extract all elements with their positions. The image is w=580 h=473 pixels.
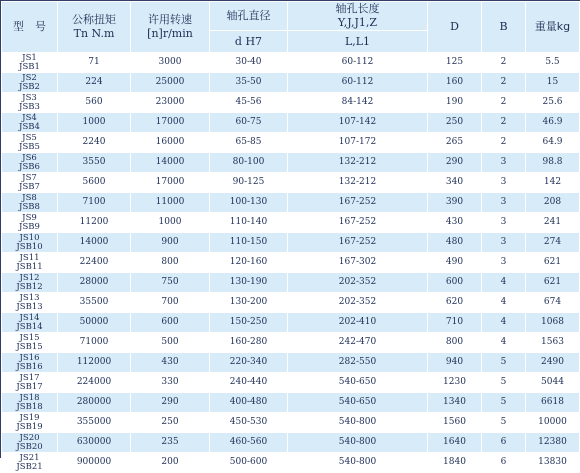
torque-cell: 22400 <box>58 253 131 273</box>
d-cell: 265 <box>428 133 482 153</box>
d-cell: 160 <box>428 73 482 93</box>
model-cell <box>2 173 58 193</box>
header-speed-unit: [n]r/min <box>147 27 193 40</box>
bore-cell: 220-340 <box>210 353 288 373</box>
bore-cell: 130-200 <box>210 293 288 313</box>
model-js: JS12 <box>19 272 40 283</box>
model-jsb: JSB11 <box>16 261 43 272</box>
model-cell <box>2 353 58 373</box>
header-speed-label: 许用转速 <box>148 13 192 26</box>
b-cell: 4 <box>482 273 526 293</box>
weight-cell: 1563 <box>526 333 580 353</box>
torque-cell: 28000 <box>58 273 131 293</box>
table-row <box>2 433 580 453</box>
speed-cell: 250 <box>131 413 210 433</box>
bore-cell: 80-100 <box>210 153 288 173</box>
model-jsb: JSB2 <box>19 81 40 92</box>
speed-cell: 235 <box>131 433 210 453</box>
length-cell: 242-470 <box>288 333 428 353</box>
weight-cell: 674 <box>526 293 580 313</box>
length-cell: 540-800 <box>288 433 428 453</box>
torque-cell: 630000 <box>58 433 131 453</box>
d-cell: 1640 <box>428 433 482 453</box>
model-js: JS19 <box>19 412 40 423</box>
speed-cell: 750 <box>131 273 210 293</box>
model-js: JS13 <box>19 292 40 303</box>
model-jsb: JSB7 <box>19 181 40 192</box>
b-cell: 2 <box>482 73 526 93</box>
speed-cell: 330 <box>131 373 210 393</box>
model-jsb: JSB14 <box>16 321 43 332</box>
torque-cell: 7100 <box>58 193 131 213</box>
d-cell: 1340 <box>428 393 482 413</box>
model-jsb: JSB9 <box>19 221 40 232</box>
model-js: JS10 <box>19 232 40 243</box>
header-b: B <box>482 2 526 53</box>
model-cell <box>2 93 58 113</box>
d-cell: 710 <box>428 313 482 333</box>
torque-cell: 280000 <box>58 393 131 413</box>
b-cell: 5 <box>482 413 526 433</box>
weight-cell: 1068 <box>526 313 580 333</box>
model-js: JS11 <box>19 252 40 263</box>
bore-cell: 400-480 <box>210 393 288 413</box>
header-torque <box>58 2 131 53</box>
bore-cell: 240-440 <box>210 373 288 393</box>
header-torque-unit: Tn N.m <box>73 27 115 40</box>
speed-cell: 3000 <box>131 53 210 73</box>
torque-cell: 224000 <box>58 373 131 393</box>
model-cell <box>2 73 58 93</box>
model-jsb: JSB1 <box>19 61 40 72</box>
length-cell: 167-252 <box>288 213 428 233</box>
weight-cell: 2490 <box>526 353 580 373</box>
header-speed <box>131 2 210 53</box>
table-row <box>2 453 580 473</box>
speed-cell: 500 <box>131 333 210 353</box>
torque-cell: 224 <box>58 73 131 93</box>
length-cell: 167-252 <box>288 233 428 253</box>
length-cell: 167-302 <box>288 253 428 273</box>
d-cell: 1840 <box>428 453 482 473</box>
d-cell: 600 <box>428 273 482 293</box>
d-cell: 340 <box>428 173 482 193</box>
b-cell: 2 <box>482 113 526 133</box>
weight-cell: 142 <box>526 173 580 193</box>
model-jsb: JSB12 <box>16 281 43 292</box>
bore-cell: 45-56 <box>210 93 288 113</box>
table-row <box>2 133 580 153</box>
length-cell: 107-142 <box>288 113 428 133</box>
length-cell: 60-112 <box>288 53 428 73</box>
model-js: JS6 <box>22 152 37 163</box>
model-jsb: JSB18 <box>16 401 43 412</box>
model-cell <box>2 133 58 153</box>
weight-cell: 12380 <box>526 433 580 453</box>
b-cell: 3 <box>482 253 526 273</box>
model-cell <box>2 433 58 453</box>
speed-cell: 14000 <box>131 153 210 173</box>
length-cell: 540-800 <box>288 413 428 433</box>
model-jsb: JSB13 <box>16 301 43 312</box>
d-cell: 290 <box>428 153 482 173</box>
b-cell: 2 <box>482 133 526 153</box>
table-row <box>2 253 580 273</box>
d-cell: 190 <box>428 93 482 113</box>
table-row <box>2 413 580 433</box>
length-cell: 132-212 <box>288 153 428 173</box>
weight-cell: 13830 <box>526 453 580 473</box>
d-cell: 490 <box>428 253 482 273</box>
b-cell: 3 <box>482 213 526 233</box>
speed-cell: 1000 <box>131 213 210 233</box>
weight-cell: 621 <box>526 273 580 293</box>
weight-cell: 5044 <box>526 373 580 393</box>
length-cell: 540-650 <box>288 373 428 393</box>
b-cell: 3 <box>482 233 526 253</box>
b-cell: 3 <box>482 153 526 173</box>
torque-cell: 14000 <box>58 233 131 253</box>
d-cell: 1560 <box>428 413 482 433</box>
speed-cell: 16000 <box>131 133 210 153</box>
table-row <box>2 173 580 193</box>
weight-cell: 6618 <box>526 393 580 413</box>
model-cell <box>2 293 58 313</box>
b-cell: 3 <box>482 193 526 213</box>
speed-cell: 430 <box>131 353 210 373</box>
header-torque-label: 公称扭矩 <box>72 13 116 26</box>
model-js: JS4 <box>22 112 37 123</box>
bore-cell: 450-530 <box>210 413 288 433</box>
header-model: 型 号 <box>2 2 58 53</box>
speed-cell: 200 <box>131 453 210 473</box>
model-jsb: JSB6 <box>19 161 40 172</box>
model-cell <box>2 313 58 333</box>
model-js: JS16 <box>19 352 40 363</box>
speed-cell: 23000 <box>131 93 210 113</box>
torque-cell: 560 <box>58 93 131 113</box>
torque-cell: 5600 <box>58 173 131 193</box>
speed-cell: 17000 <box>131 113 210 133</box>
model-js: JS9 <box>22 212 37 223</box>
torque-cell: 11200 <box>58 213 131 233</box>
weight-cell: 208 <box>526 193 580 213</box>
weight-cell: 621 <box>526 253 580 273</box>
d-cell: 125 <box>428 53 482 73</box>
speed-cell: 17000 <box>131 173 210 193</box>
header-length <box>288 2 428 31</box>
bore-cell: 460-560 <box>210 433 288 453</box>
torque-cell: 2240 <box>58 133 131 153</box>
model-jsb: JSB3 <box>19 101 40 112</box>
torque-cell: 1000 <box>58 113 131 133</box>
model-js: JS1 <box>22 52 37 63</box>
d-cell: 1230 <box>428 373 482 393</box>
bore-cell: 150-250 <box>210 313 288 333</box>
model-js: JS20 <box>19 432 40 443</box>
b-cell: 4 <box>482 293 526 313</box>
model-js: JS21 <box>19 452 40 463</box>
length-cell: 132-212 <box>288 173 428 193</box>
b-cell: 5 <box>482 373 526 393</box>
weight-cell: 5.5 <box>526 53 580 73</box>
d-cell: 250 <box>428 113 482 133</box>
table-header <box>2 2 580 53</box>
length-cell: 202-352 <box>288 293 428 313</box>
table-row <box>2 113 580 133</box>
weight-cell: 15 <box>526 73 580 93</box>
b-cell: 3 <box>482 173 526 193</box>
model-jsb: JSB15 <box>16 341 43 352</box>
model-js: JS15 <box>19 332 40 343</box>
length-cell: 202-352 <box>288 273 428 293</box>
length-cell: 84-142 <box>288 93 428 113</box>
model-cell <box>2 253 58 273</box>
model-cell <box>2 53 58 73</box>
model-js: JS14 <box>19 312 40 323</box>
bore-cell: 130-190 <box>210 273 288 293</box>
torque-cell: 112000 <box>58 353 131 373</box>
weight-cell: 241 <box>526 213 580 233</box>
table-row <box>2 293 580 313</box>
model-jsb: JSB8 <box>19 201 40 212</box>
b-cell: 6 <box>482 433 526 453</box>
b-cell: 5 <box>482 393 526 413</box>
model-cell <box>2 213 58 233</box>
model-cell <box>2 113 58 133</box>
speed-cell: 25000 <box>131 73 210 93</box>
table-row <box>2 153 580 173</box>
length-cell: 107-172 <box>288 133 428 153</box>
model-js: JS7 <box>22 172 37 183</box>
speed-cell: 900 <box>131 233 210 253</box>
model-cell <box>2 373 58 393</box>
speed-cell: 600 <box>131 313 210 333</box>
torque-cell: 900000 <box>58 453 131 473</box>
table-row <box>2 393 580 413</box>
header-bore-unit: d H7 <box>210 31 288 53</box>
d-cell: 430 <box>428 213 482 233</box>
model-js: JS18 <box>19 392 40 403</box>
bore-cell: 110-140 <box>210 213 288 233</box>
torque-cell: 3550 <box>58 153 131 173</box>
speed-cell: 800 <box>131 253 210 273</box>
model-cell <box>2 333 58 353</box>
bore-cell: 30-40 <box>210 53 288 73</box>
bore-cell: 100-130 <box>210 193 288 213</box>
length-cell: 167-252 <box>288 193 428 213</box>
table-row <box>2 193 580 213</box>
coupling-spec-table <box>1 1 580 473</box>
speed-cell: 290 <box>131 393 210 413</box>
b-cell: 2 <box>482 93 526 113</box>
b-cell: 6 <box>482 453 526 473</box>
model-js: JS5 <box>22 132 37 143</box>
table-row <box>2 313 580 333</box>
bore-cell: 35-50 <box>210 73 288 93</box>
header-d: D <box>428 2 482 53</box>
table-row <box>2 53 580 73</box>
header-weight: 重量kg <box>526 2 580 53</box>
header-bore: 轴孔直径 <box>210 2 288 31</box>
weight-cell: 64.9 <box>526 133 580 153</box>
model-js: JS2 <box>22 72 37 83</box>
length-cell: 282-550 <box>288 353 428 373</box>
table-row <box>2 213 580 233</box>
d-cell: 480 <box>428 233 482 253</box>
table-row <box>2 273 580 293</box>
d-cell: 940 <box>428 353 482 373</box>
model-jsb: JSB19 <box>16 421 43 432</box>
d-cell: 390 <box>428 193 482 213</box>
weight-cell: 10000 <box>526 413 580 433</box>
b-cell: 4 <box>482 313 526 333</box>
b-cell: 4 <box>482 333 526 353</box>
model-cell <box>2 153 58 173</box>
length-cell: 540-650 <box>288 393 428 413</box>
bore-cell: 500-600 <box>210 453 288 473</box>
b-cell: 5 <box>482 353 526 373</box>
bore-cell: 65-85 <box>210 133 288 153</box>
weight-cell: 46.9 <box>526 113 580 133</box>
table-row <box>2 233 580 253</box>
bore-cell: 90-125 <box>210 173 288 193</box>
model-cell <box>2 393 58 413</box>
header-length-label: 轴孔长度 <box>335 2 380 15</box>
model-cell <box>2 193 58 213</box>
bore-cell: 110-150 <box>210 233 288 253</box>
table-row <box>2 373 580 393</box>
d-cell: 620 <box>428 293 482 313</box>
table-row <box>2 73 580 93</box>
model-jsb: JSB16 <box>16 361 43 372</box>
torque-cell: 35500 <box>58 293 131 313</box>
model-js: JS17 <box>19 372 40 383</box>
speed-cell: 700 <box>131 293 210 313</box>
bore-cell: 160-280 <box>210 333 288 353</box>
table-row <box>2 333 580 353</box>
table-body <box>2 53 580 473</box>
weight-cell: 274 <box>526 233 580 253</box>
header-length-types: Y,J,J1,Z <box>337 16 378 29</box>
torque-cell: 355000 <box>58 413 131 433</box>
torque-cell: 50000 <box>58 313 131 333</box>
model-js: JS8 <box>22 192 37 203</box>
model-cell <box>2 453 58 473</box>
weight-cell: 98.8 <box>526 153 580 173</box>
model-jsb: JSB20 <box>16 441 43 452</box>
model-cell <box>2 413 58 433</box>
speed-cell: 11000 <box>131 193 210 213</box>
bore-cell: 120-160 <box>210 253 288 273</box>
length-cell: 540-800 <box>288 453 428 473</box>
d-cell: 800 <box>428 333 482 353</box>
weight-cell: 25.6 <box>526 93 580 113</box>
torque-cell: 71000 <box>58 333 131 353</box>
model-jsb: JSB5 <box>19 141 40 152</box>
table-row <box>2 353 580 373</box>
model-js: JS3 <box>22 92 37 103</box>
table-row <box>2 93 580 113</box>
length-cell: 202-410 <box>288 313 428 333</box>
length-cell: 60-112 <box>288 73 428 93</box>
torque-cell: 71 <box>58 53 131 73</box>
model-cell <box>2 273 58 293</box>
model-jsb: JSB17 <box>16 381 43 392</box>
header-length-unit: L,L1 <box>288 31 428 53</box>
model-cell <box>2 233 58 253</box>
bore-cell: 60-75 <box>210 113 288 133</box>
model-jsb: JSB21 <box>16 461 43 472</box>
model-jsb: JSB4 <box>19 121 40 132</box>
b-cell: 2 <box>482 53 526 73</box>
model-jsb: JSB10 <box>16 241 43 252</box>
